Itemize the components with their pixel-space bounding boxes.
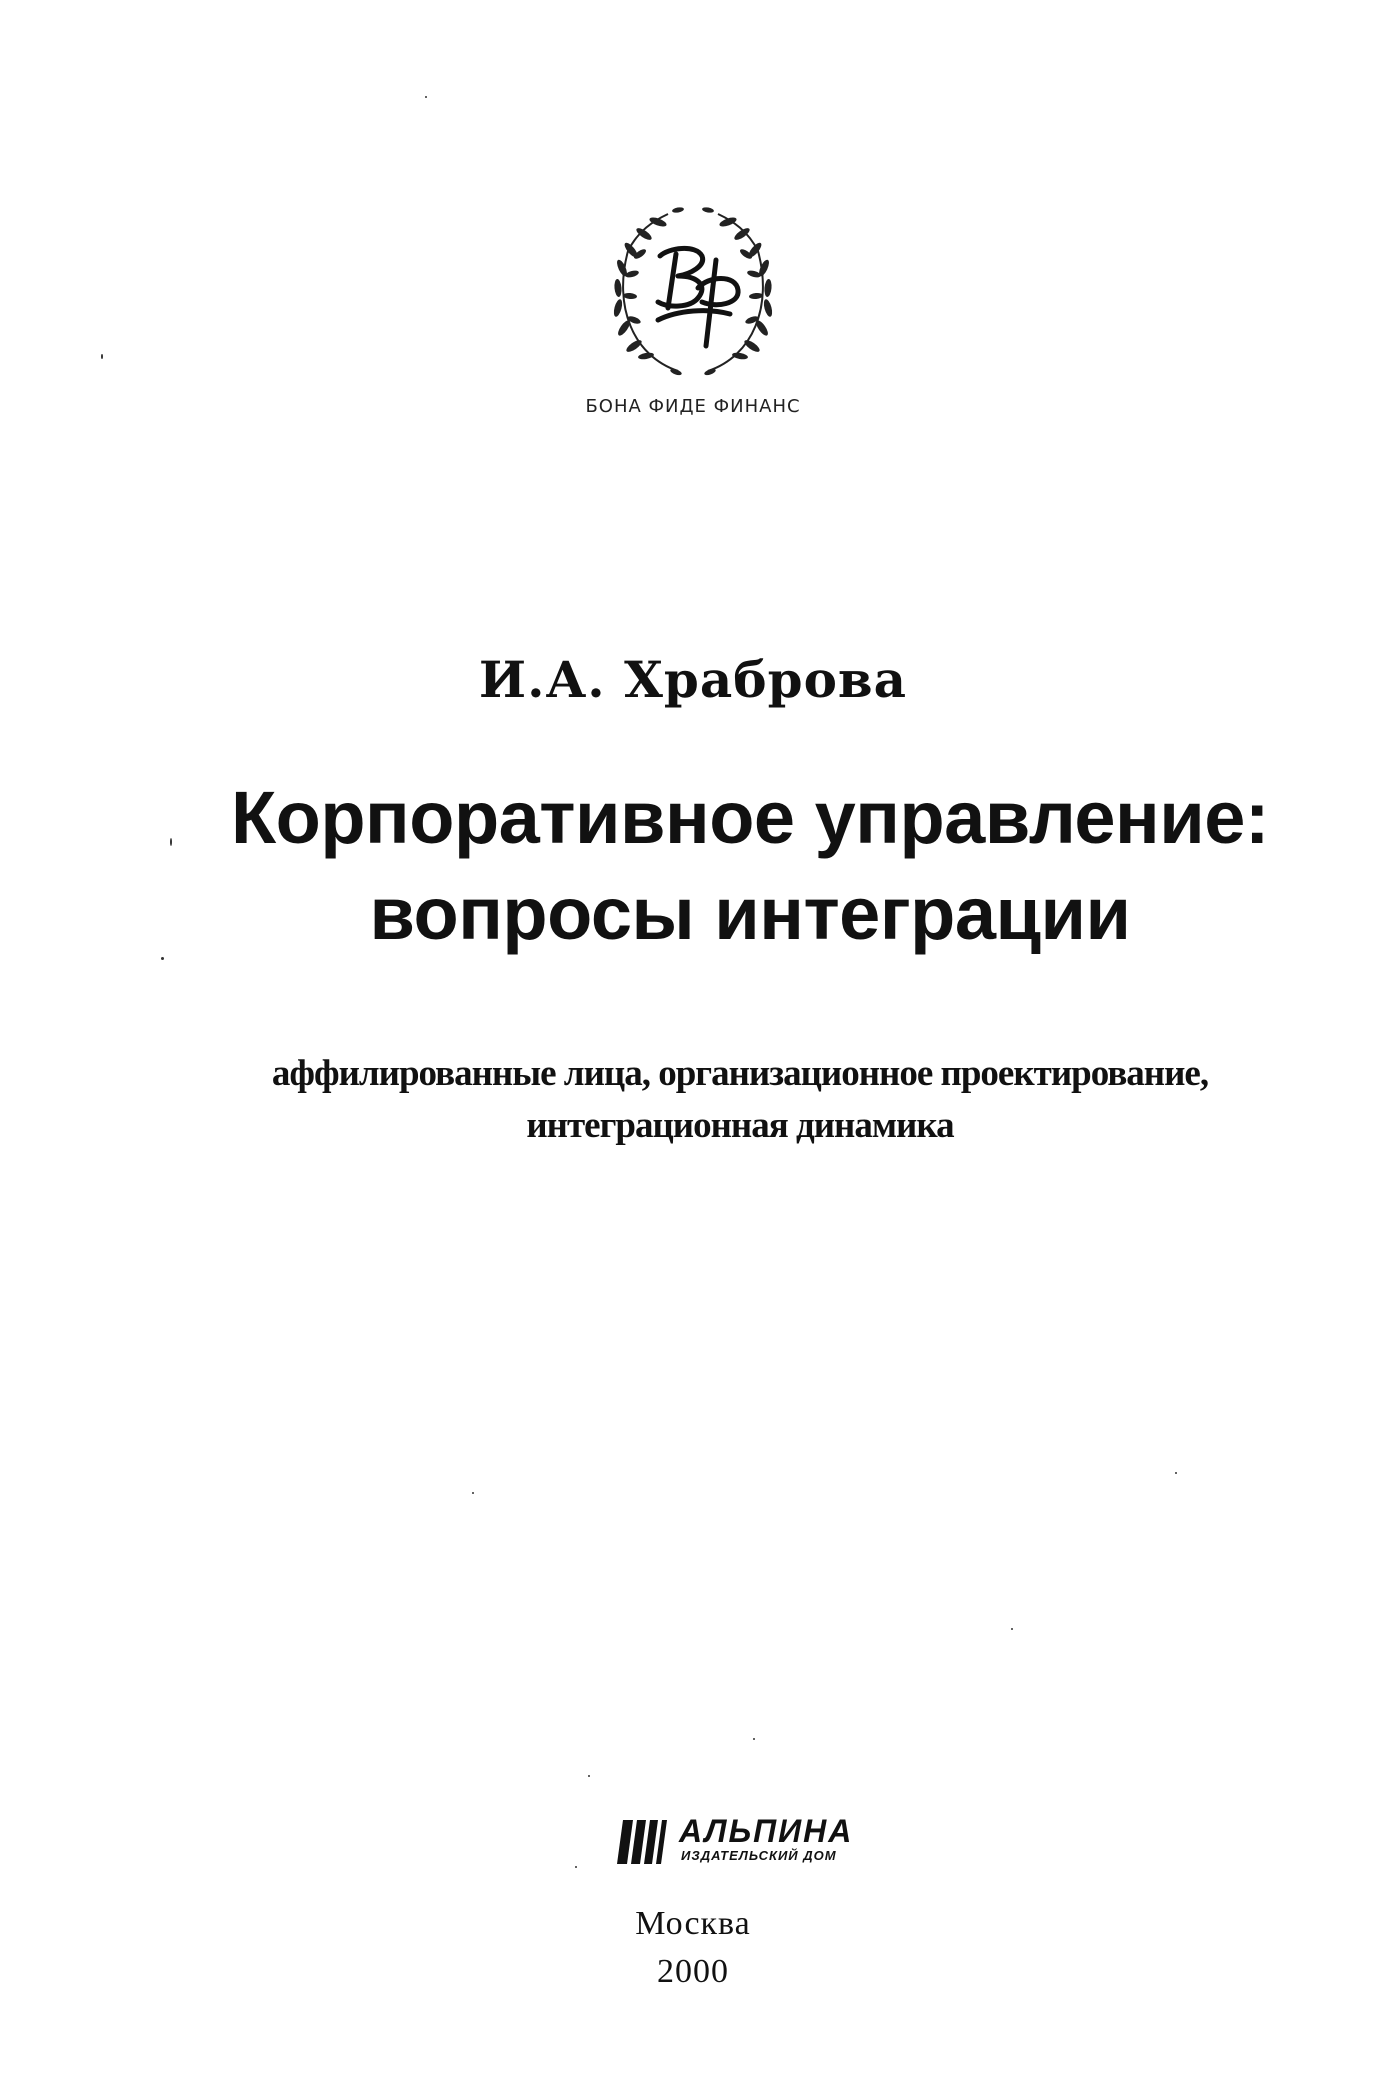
- publication-city: Москва: [635, 1905, 751, 1942]
- publisher-name: АЛЬПИНА: [679, 1813, 854, 1849]
- scan-speck: [170, 838, 172, 846]
- scan-speck: [575, 1866, 577, 1868]
- author-name: И.А. Храброва: [478, 650, 908, 709]
- book-title-line-1: Корпоративное управление:: [230, 776, 1270, 859]
- scan-speck: [753, 1738, 755, 1740]
- scan-speck: [425, 96, 427, 98]
- publisher-subtitle: ИЗДАТЕЛЬСКИЙ ДОМ: [681, 1848, 837, 1863]
- scan-speck: [472, 1492, 474, 1494]
- book-subtitle: [150, 1048, 1330, 1152]
- publisher-bars-icon: [615, 1818, 675, 1866]
- scan-speck: [101, 354, 103, 359]
- scan-speck: [1175, 1472, 1177, 1474]
- laurel-wreath-monogram-icon: [598, 196, 788, 386]
- publication-year: 2000: [657, 1953, 729, 1990]
- book-subtitle-line-1: аффилированные лица, организационное проектирование,: [271, 1053, 1209, 1094]
- scan-speck: [1011, 1628, 1013, 1630]
- book-title-line-2: вопросы интеграции: [369, 872, 1131, 955]
- emblem-caption: БОНА ФИДЕ ФИНАНС: [585, 396, 801, 417]
- publisher-logo: [607, 1814, 907, 1874]
- scan-speck: [588, 1775, 590, 1777]
- publisher-emblem: [543, 196, 843, 426]
- scan-speck: [161, 957, 164, 960]
- book-title: [120, 770, 1380, 962]
- book-subtitle-line-2: интеграционная динамика: [526, 1105, 954, 1146]
